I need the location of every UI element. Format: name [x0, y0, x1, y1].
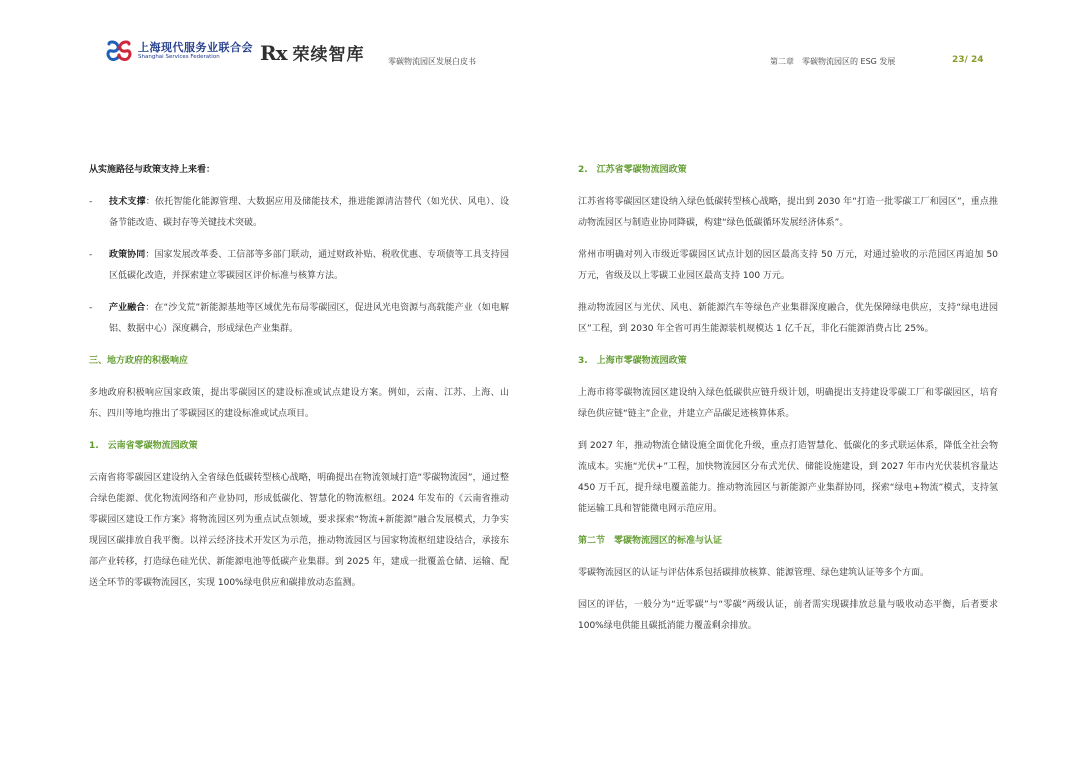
section-2-heading: 第二节 零碳物流园区的标准与认证 — [578, 536, 723, 546]
bullet-tech-support — [89, 192, 509, 234]
bullet-dash: - — [89, 303, 93, 313]
federation-name-cn: 上海现代服务业联合会 — [138, 40, 253, 54]
federation-logo — [106, 40, 253, 62]
federation-name-en: Shanghai Services Federation — [138, 53, 220, 60]
bullet-industry-integration — [89, 298, 509, 340]
right-column — [578, 160, 998, 648]
yunnan-paragraph: 云南省将零碳园区建设纳入全省绿色低碳转型核心战略，明确提出在物流领域打造“零碳物流园”，通过整合绿色能源、优化物流网络和产业协同，形成低碳化、智慧化的物流枢纽。2024 年发布的《云南省推动零碳园区建设工作方案》将物流园区列为重点试点领域，要求探索“物流+新能源”融合发展模式，力争实现园区碳排放自我平衡。以祥云经济技术开发区为示范，推动物流园区与国家物流枢纽建设结合，承接东部产业转移，打造绿色硅光伏、新能源电池等低碳产业集群。到 2025 年，建成一批覆盖仓储、运输、配送全环节的零碳物流园区，实现 100%绿电供应和碳排放动态监测。 — [89, 473, 509, 588]
section-2-paragraph-2: 园区的评估，一般分为“近零碳”与“零碳”两级认证，前者需实现碳排放总量与吸收动态平衡，后者要求 100%绿电供能且碳抵消能力覆盖剩余排放。 — [578, 600, 998, 631]
yunnan-heading: 1. 云南省零碳物流园政策 — [89, 441, 198, 451]
bullet-dash: - — [89, 197, 93, 207]
shanghai-heading: 3. 上海市零碳物流园政策 — [578, 356, 687, 366]
think-tank-name: 荣续智库 — [292, 45, 365, 65]
bullet-policy-coordination — [89, 245, 509, 287]
document-title: 零碳物流园区发展白皮书 — [388, 57, 476, 66]
rx-mark: Rx — [260, 40, 287, 65]
jiangsu-heading: 2. 江苏省零碳物流园政策 — [578, 165, 687, 175]
federation-logo-icon — [106, 40, 132, 62]
bullet-lead: 产业融合 — [109, 303, 146, 313]
page-header — [0, 0, 1080, 80]
bullet-dash: - — [89, 250, 93, 260]
bullet-text: ：国家发展改革委、工信部等多部门联动，通过财政补贴、税收优惠、专项债等工具支持园区低碳化改造，并探索建立零碳园区评价标准与核算方法。 — [109, 250, 509, 281]
section-3-heading: 三、地方政府的积极响应 — [89, 356, 189, 366]
shanghai-paragraph-1: 上海市将零碳物流园区建设纳入绿色低碳供应链升级计划，明确提出支持建设零碳工厂和零碳园区，培育绿色供应链“链主”企业，并建立产品碳足迹核算体系。 — [578, 388, 998, 419]
page-number: 23/ 24 — [952, 55, 984, 65]
bullet-text: ：依托智能化能源管理、大数据应用及储能技术，推进能源清洁替代（如光伏、风电）、设备节能改造、碳封存等关键技术突破。 — [109, 197, 509, 228]
intro-heading: 从实施路径与政策支持上来看： — [89, 165, 216, 175]
jiangsu-paragraph-3: 推动物流园区与光伏、风电、新能源汽车等绿色产业集群深度融合，优先保障绿电供应，支持“绿电进园区”工程，到 2030 年全省可再生能源装机规模达 1 亿千瓦，非化石能源消费占比 25%。 — [578, 303, 998, 334]
shanghai-paragraph-2: 到 2027 年，推动物流仓储设施全面优化升级，重点打造智慧化、低碳化的多式联运体系，降低全社会物流成本。实施“光伏+”工程，加快物流园区分布式光伏、储能设施建设，到 2027 年市内光伏装机容量达 450 万千瓦，提升绿电覆盖能力。推动物流园区与新能源产业集群协同，探索“绿电+物流”模式，支持氢能运输工具和智能微电网示范应用。 — [578, 441, 998, 514]
section-2-paragraph-1: 零碳物流园区的认证与评估体系包括碳排放核算、能源管理、绿色建筑认证等多个方面。 — [578, 568, 930, 578]
bullet-lead: 政策协同 — [109, 250, 146, 260]
think-tank-logo — [260, 40, 365, 65]
bullet-text: ：在“沙戈荒”新能源基地等区域优先布局零碳园区，促进风光电资源与高载能产业（如电解铝、数据中心）深度耦合，形成绿色产业集群。 — [109, 303, 509, 334]
section-3-paragraph: 多地政府积极响应国家政策，提出零碳园区的建设标准或试点建设方案。例如，云南、江苏、上海、山东、四川等地均推出了零碳园区的建设标准或试点项目。 — [89, 388, 509, 419]
jiangsu-paragraph-2: 常州市明确对列入市级近零碳园区试点计划的园区最高支持 50 万元，对通过验收的示范园区再追加 50 万元，省级及以上零碳工业园区最高支持 100 万元。 — [578, 250, 998, 281]
jiangsu-paragraph-1: 江苏省将零碳园区建设纳入绿色低碳转型核心战略，提出到 2030 年“打造一批零碳工厂和园区”，重点推动物流园区与制造业协同降碳，构建“绿色低碳循环发展经济体系”。 — [578, 197, 998, 228]
bullet-lead: 技术支撑 — [109, 197, 146, 207]
chapter-title: 第二章 零碳物流园区的 ESG 发展 — [770, 57, 896, 66]
left-column — [89, 160, 509, 605]
